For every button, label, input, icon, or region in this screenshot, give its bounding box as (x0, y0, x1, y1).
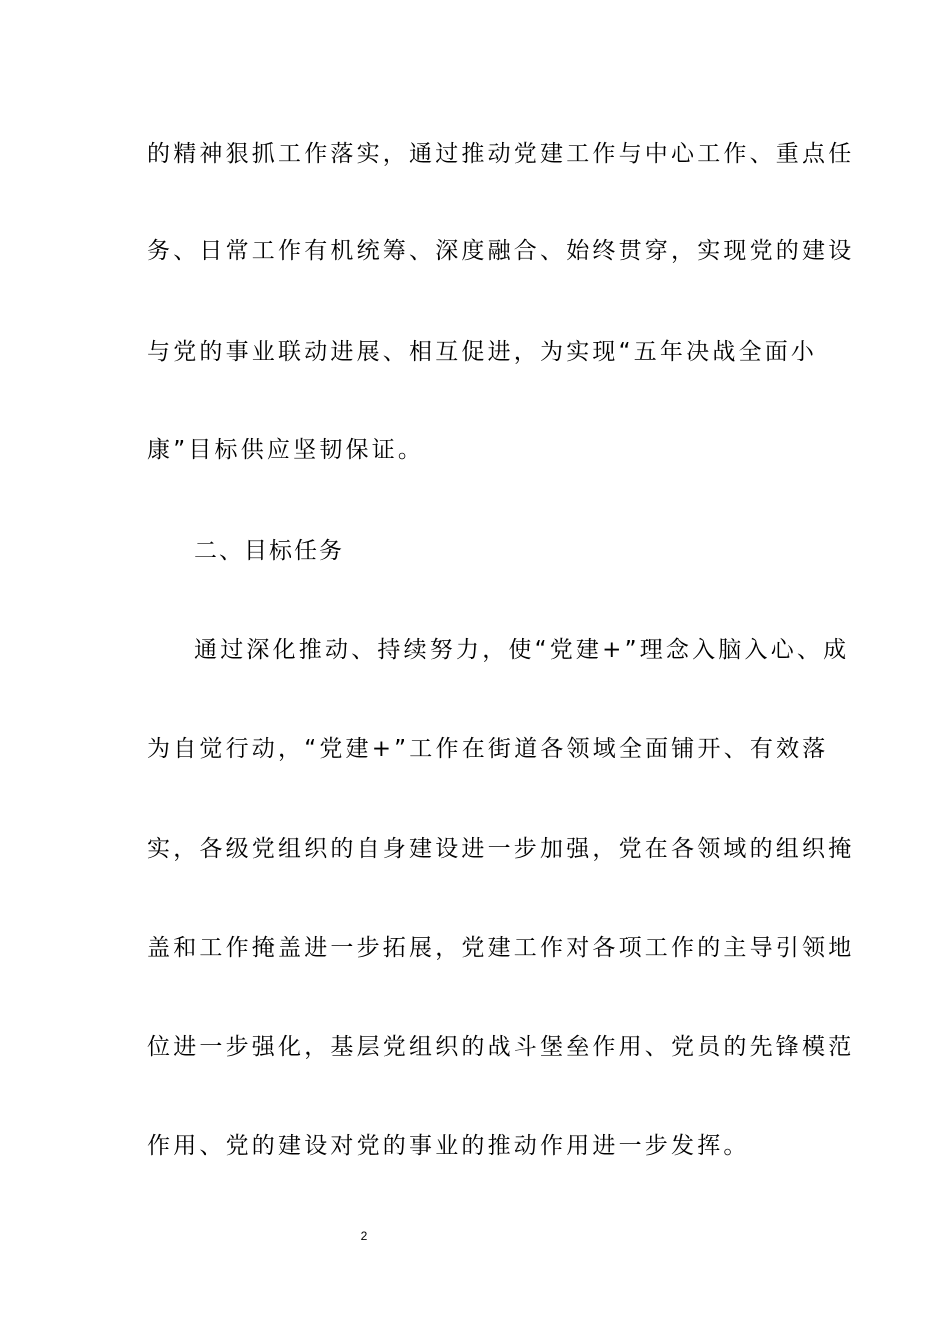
paragraph-line: 与党的事业联动进展、相互促进，为实现“五年决战全面小 (147, 339, 818, 365)
paragraph-line: 实，各级党组织的自身建设进一步加强，党在各领域的组织掩 (147, 836, 855, 862)
paragraph-line: 的精神狠抓工作落实，通过推动党建工作与中心工作、重点任 (147, 141, 855, 167)
paragraph-line: 盖和工作掩盖进一步拓展，党建工作对各项工作的主导引领地 (147, 935, 855, 961)
paragraph-line: 位进一步强化，基层党组织的战斗堡垒作用、党员的先锋模范 (147, 1034, 855, 1060)
paragraph-line: 康”目标供应坚韧保证。 (147, 437, 425, 463)
section-heading: 二、目标任务 (194, 538, 344, 564)
paragraph-line: 务、日常工作有机统筹、深度融合、始终贯穿，实现党的建设 (147, 238, 855, 264)
paragraph-line: 为自觉行动，“党建+”工作在街道各领域全面铺开、有效落 (147, 736, 829, 762)
paragraph-line: 作用、党的建设对党的事业的推动作用进一步发挥。 (147, 1133, 750, 1159)
paragraph-line: 通过深化推动、持续努力，使“党建+”理念入脑入心、成 (194, 637, 850, 663)
page-number: 2 (360, 1229, 368, 1243)
